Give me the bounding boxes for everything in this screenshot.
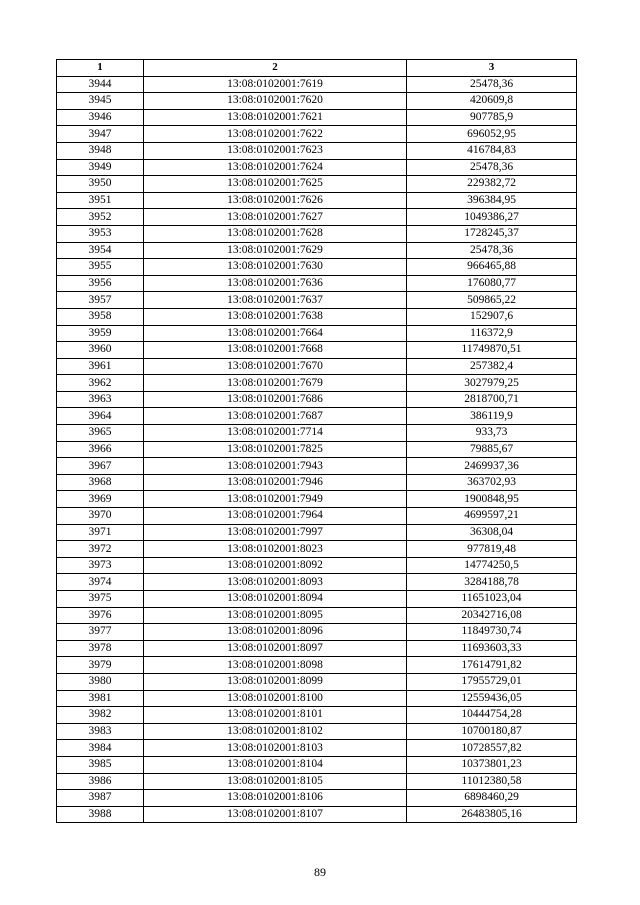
cadastral-number-cell: 13:08:0102001:7626 bbox=[144, 192, 407, 209]
cadastral-number-cell: 13:08:0102001:8023 bbox=[144, 541, 407, 558]
cadastral-number-cell: 13:08:0102001:8093 bbox=[144, 574, 407, 591]
row-number-cell: 3953 bbox=[57, 225, 144, 242]
cadastral-number-cell: 13:08:0102001:7638 bbox=[144, 308, 407, 325]
cadastral-number-cell: 13:08:0102001:8106 bbox=[144, 790, 407, 807]
table-row bbox=[57, 591, 577, 608]
cadastral-number-cell: 13:08:0102001:8098 bbox=[144, 657, 407, 674]
value-cell: 6898460,29 bbox=[407, 790, 577, 807]
value-cell: 11849730,74 bbox=[407, 624, 577, 641]
row-number-cell: 3987 bbox=[57, 790, 144, 807]
row-number-cell: 3979 bbox=[57, 657, 144, 674]
value-cell: 17955729,01 bbox=[407, 673, 577, 690]
cadastral-number-cell: 13:08:0102001:8095 bbox=[144, 607, 407, 624]
table-row bbox=[57, 259, 577, 276]
cadastral-number-cell: 13:08:0102001:7636 bbox=[144, 275, 407, 292]
value-cell: 25478,36 bbox=[407, 242, 577, 259]
row-number-cell: 3982 bbox=[57, 707, 144, 724]
value-cell: 1900848,95 bbox=[407, 491, 577, 508]
table-row bbox=[57, 574, 577, 591]
document-page bbox=[56, 59, 576, 823]
cadastral-number-cell: 13:08:0102001:7946 bbox=[144, 474, 407, 491]
cadastral-number-cell: 13:08:0102001:7664 bbox=[144, 325, 407, 342]
value-cell: 509865,22 bbox=[407, 292, 577, 309]
table-row bbox=[57, 126, 577, 143]
value-cell: 1728245,37 bbox=[407, 225, 577, 242]
cadastral-number-cell: 13:08:0102001:7943 bbox=[144, 458, 407, 475]
row-number-cell: 3965 bbox=[57, 425, 144, 442]
table-row bbox=[57, 93, 577, 110]
value-cell: 10373801,23 bbox=[407, 756, 577, 773]
table-row bbox=[57, 209, 577, 226]
table-row bbox=[57, 790, 577, 807]
cadastral-number-cell: 13:08:0102001:8102 bbox=[144, 723, 407, 740]
row-number-cell: 3970 bbox=[57, 508, 144, 525]
cadastral-number-cell: 13:08:0102001:8096 bbox=[144, 624, 407, 641]
table-row bbox=[57, 640, 577, 657]
cadastral-number-cell: 13:08:0102001:7997 bbox=[144, 524, 407, 541]
table-row bbox=[57, 408, 577, 425]
value-cell: 933,73 bbox=[407, 425, 577, 442]
table-row bbox=[57, 458, 577, 475]
cadastral-number-cell: 13:08:0102001:8103 bbox=[144, 740, 407, 757]
row-number-cell: 3972 bbox=[57, 541, 144, 558]
row-number-cell: 3968 bbox=[57, 474, 144, 491]
table-row bbox=[57, 176, 577, 193]
table-row bbox=[57, 441, 577, 458]
row-number-cell: 3952 bbox=[57, 209, 144, 226]
table-row bbox=[57, 806, 577, 823]
column-header-3: 3 bbox=[407, 60, 577, 77]
row-number-cell: 3976 bbox=[57, 607, 144, 624]
cadastral-number-cell: 13:08:0102001:7964 bbox=[144, 508, 407, 525]
cadastral-number-cell: 13:08:0102001:8100 bbox=[144, 690, 407, 707]
cadastral-number-cell: 13:08:0102001:7623 bbox=[144, 142, 407, 159]
row-number-cell: 3966 bbox=[57, 441, 144, 458]
row-number-cell: 3983 bbox=[57, 723, 144, 740]
cadastral-number-cell: 13:08:0102001:7825 bbox=[144, 441, 407, 458]
cadastral-number-cell: 13:08:0102001:7714 bbox=[144, 425, 407, 442]
value-cell: 907785,9 bbox=[407, 109, 577, 126]
table-header-row bbox=[57, 60, 577, 77]
value-cell: 1049386,27 bbox=[407, 209, 577, 226]
table-row bbox=[57, 308, 577, 325]
value-cell: 79885,67 bbox=[407, 441, 577, 458]
cadastral-number-cell: 13:08:0102001:8101 bbox=[144, 707, 407, 724]
value-cell: 363702,93 bbox=[407, 474, 577, 491]
cadastral-number-cell: 13:08:0102001:7628 bbox=[144, 225, 407, 242]
column-header-2: 2 bbox=[144, 60, 407, 77]
table-row bbox=[57, 607, 577, 624]
table-row bbox=[57, 707, 577, 724]
value-cell: 116372,9 bbox=[407, 325, 577, 342]
table-body bbox=[57, 76, 577, 823]
cadastral-number-cell: 13:08:0102001:8105 bbox=[144, 773, 407, 790]
value-cell: 4699597,21 bbox=[407, 508, 577, 525]
table-row bbox=[57, 773, 577, 790]
row-number-cell: 3971 bbox=[57, 524, 144, 541]
value-cell: 977819,48 bbox=[407, 541, 577, 558]
value-cell: 152907,6 bbox=[407, 308, 577, 325]
row-number-cell: 3974 bbox=[57, 574, 144, 591]
row-number-cell: 3962 bbox=[57, 375, 144, 392]
value-cell: 25478,36 bbox=[407, 76, 577, 93]
table-row bbox=[57, 756, 577, 773]
table-row bbox=[57, 474, 577, 491]
value-cell: 11651023,04 bbox=[407, 591, 577, 608]
cadastral-number-cell: 13:08:0102001:7949 bbox=[144, 491, 407, 508]
table-row bbox=[57, 541, 577, 558]
row-number-cell: 3963 bbox=[57, 391, 144, 408]
row-number-cell: 3973 bbox=[57, 557, 144, 574]
row-number-cell: 3960 bbox=[57, 342, 144, 359]
value-cell: 14774250,5 bbox=[407, 557, 577, 574]
row-number-cell: 3947 bbox=[57, 126, 144, 143]
value-cell: 3027979,25 bbox=[407, 375, 577, 392]
cadastral-number-cell: 13:08:0102001:8092 bbox=[144, 557, 407, 574]
table-row bbox=[57, 342, 577, 359]
value-cell: 10728557,82 bbox=[407, 740, 577, 757]
table-row bbox=[57, 673, 577, 690]
row-number-cell: 3984 bbox=[57, 740, 144, 757]
row-number-cell: 3949 bbox=[57, 159, 144, 176]
cadastral-number-cell: 13:08:0102001:7620 bbox=[144, 93, 407, 110]
table-row bbox=[57, 375, 577, 392]
cadastral-number-cell: 13:08:0102001:8097 bbox=[144, 640, 407, 657]
row-number-cell: 3959 bbox=[57, 325, 144, 342]
cadastral-number-cell: 13:08:0102001:7627 bbox=[144, 209, 407, 226]
table-row bbox=[57, 425, 577, 442]
cadastral-number-cell: 13:08:0102001:7686 bbox=[144, 391, 407, 408]
value-cell: 420609,8 bbox=[407, 93, 577, 110]
row-number-cell: 3980 bbox=[57, 673, 144, 690]
value-cell: 386119,9 bbox=[407, 408, 577, 425]
cadastral-number-cell: 13:08:0102001:8099 bbox=[144, 673, 407, 690]
value-cell: 229382,72 bbox=[407, 176, 577, 193]
cadastral-number-cell: 13:08:0102001:7637 bbox=[144, 292, 407, 309]
table-row bbox=[57, 508, 577, 525]
value-cell: 966465,88 bbox=[407, 259, 577, 276]
cadastral-number-cell: 13:08:0102001:7670 bbox=[144, 358, 407, 375]
row-number-cell: 3964 bbox=[57, 408, 144, 425]
row-number-cell: 3975 bbox=[57, 591, 144, 608]
value-cell: 10700180,87 bbox=[407, 723, 577, 740]
table-row bbox=[57, 142, 577, 159]
row-number-cell: 3946 bbox=[57, 109, 144, 126]
table-row bbox=[57, 358, 577, 375]
table-row bbox=[57, 325, 577, 342]
row-number-cell: 3957 bbox=[57, 292, 144, 309]
value-cell: 2469937,36 bbox=[407, 458, 577, 475]
row-number-cell: 3951 bbox=[57, 192, 144, 209]
row-number-cell: 3948 bbox=[57, 142, 144, 159]
table-row bbox=[57, 275, 577, 292]
table-row bbox=[57, 657, 577, 674]
value-cell: 416784,83 bbox=[407, 142, 577, 159]
cadastral-number-cell: 13:08:0102001:7629 bbox=[144, 242, 407, 259]
row-number-cell: 3954 bbox=[57, 242, 144, 259]
row-number-cell: 3978 bbox=[57, 640, 144, 657]
cadastral-number-cell: 13:08:0102001:7622 bbox=[144, 126, 407, 143]
table-row bbox=[57, 491, 577, 508]
value-cell: 257382,4 bbox=[407, 358, 577, 375]
cadastral-number-cell: 13:08:0102001:7679 bbox=[144, 375, 407, 392]
cadastral-number-cell: 13:08:0102001:8094 bbox=[144, 591, 407, 608]
value-cell: 12559436,05 bbox=[407, 690, 577, 707]
row-number-cell: 3956 bbox=[57, 275, 144, 292]
row-number-cell: 3981 bbox=[57, 690, 144, 707]
value-cell: 25478,36 bbox=[407, 159, 577, 176]
table-row bbox=[57, 740, 577, 757]
value-cell: 20342716,08 bbox=[407, 607, 577, 624]
row-number-cell: 3958 bbox=[57, 308, 144, 325]
value-cell: 3284188,78 bbox=[407, 574, 577, 591]
cadastral-number-cell: 13:08:0102001:7619 bbox=[144, 76, 407, 93]
row-number-cell: 3988 bbox=[57, 806, 144, 823]
table-row bbox=[57, 624, 577, 641]
value-cell: 10444754,28 bbox=[407, 707, 577, 724]
row-number-cell: 3985 bbox=[57, 756, 144, 773]
row-number-cell: 3955 bbox=[57, 259, 144, 276]
cadastral-number-cell: 13:08:0102001:7668 bbox=[144, 342, 407, 359]
cadastral-number-cell: 13:08:0102001:8107 bbox=[144, 806, 407, 823]
table-row bbox=[57, 225, 577, 242]
row-number-cell: 3945 bbox=[57, 93, 144, 110]
cadastral-number-cell: 13:08:0102001:7624 bbox=[144, 159, 407, 176]
value-cell: 17614791,82 bbox=[407, 657, 577, 674]
value-cell: 11693603,33 bbox=[407, 640, 577, 657]
table-row bbox=[57, 192, 577, 209]
table-row bbox=[57, 690, 577, 707]
page-number: 89 bbox=[314, 865, 326, 879]
table-row bbox=[57, 723, 577, 740]
table-row bbox=[57, 242, 577, 259]
data-table bbox=[56, 59, 577, 823]
row-number-cell: 3950 bbox=[57, 176, 144, 193]
value-cell: 2818700,71 bbox=[407, 391, 577, 408]
row-number-cell: 3961 bbox=[57, 358, 144, 375]
table-row bbox=[57, 76, 577, 93]
row-number-cell: 3944 bbox=[57, 76, 144, 93]
table-row bbox=[57, 557, 577, 574]
row-number-cell: 3969 bbox=[57, 491, 144, 508]
value-cell: 176080,77 bbox=[407, 275, 577, 292]
table-row bbox=[57, 292, 577, 309]
value-cell: 396384,95 bbox=[407, 192, 577, 209]
value-cell: 11012380,58 bbox=[407, 773, 577, 790]
value-cell: 11749870,51 bbox=[407, 342, 577, 359]
table-row bbox=[57, 159, 577, 176]
row-number-cell: 3967 bbox=[57, 458, 144, 475]
row-number-cell: 3986 bbox=[57, 773, 144, 790]
cadastral-number-cell: 13:08:0102001:7625 bbox=[144, 176, 407, 193]
value-cell: 696052,95 bbox=[407, 126, 577, 143]
cadastral-number-cell: 13:08:0102001:7630 bbox=[144, 259, 407, 276]
cadastral-number-cell: 13:08:0102001:7687 bbox=[144, 408, 407, 425]
column-header-1: 1 bbox=[57, 60, 144, 77]
value-cell: 36308,04 bbox=[407, 524, 577, 541]
cadastral-number-cell: 13:08:0102001:7621 bbox=[144, 109, 407, 126]
table-row bbox=[57, 524, 577, 541]
value-cell: 26483805,16 bbox=[407, 806, 577, 823]
row-number-cell: 3977 bbox=[57, 624, 144, 641]
cadastral-number-cell: 13:08:0102001:8104 bbox=[144, 756, 407, 773]
table-row bbox=[57, 109, 577, 126]
table-row bbox=[57, 391, 577, 408]
